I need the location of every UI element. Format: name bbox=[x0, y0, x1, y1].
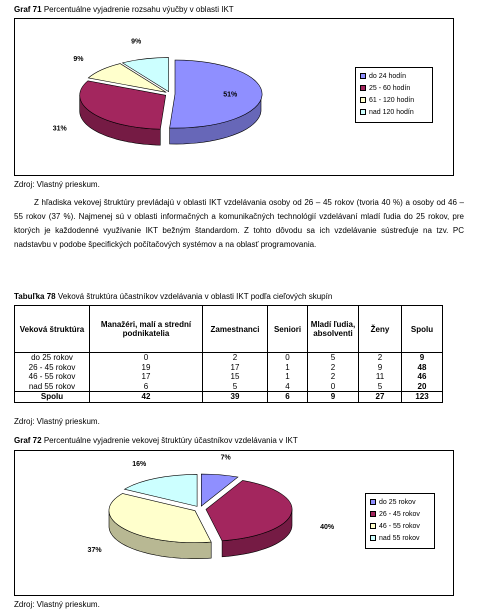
legend-swatch bbox=[360, 73, 366, 79]
table-cell: 5 bbox=[359, 382, 402, 392]
table78-caption bbox=[14, 292, 332, 301]
table-cell: 17 bbox=[90, 372, 203, 382]
body-paragraph bbox=[14, 196, 464, 252]
table-cell: 0 bbox=[268, 353, 308, 363]
table-cell: 19 bbox=[90, 363, 203, 373]
graph71-source: Zdroj: Vlastný prieskum. bbox=[14, 180, 100, 189]
pie-data-label: 51% bbox=[223, 91, 238, 99]
table-cell: 1 bbox=[268, 372, 308, 382]
table-cell: 15 bbox=[203, 372, 268, 382]
graph71-legend-item bbox=[356, 70, 432, 82]
table-cell: 2 bbox=[203, 353, 268, 363]
table-row bbox=[15, 363, 443, 373]
pie-data-label: 16% bbox=[132, 460, 147, 468]
row-label: do 25 rokov bbox=[15, 353, 90, 363]
pie-data-label: 7% bbox=[220, 454, 231, 462]
graph72-source: Zdroj: Vlastný prieskum. bbox=[14, 600, 100, 609]
table-cell: 4 bbox=[268, 382, 308, 392]
table-cell: 20 bbox=[402, 382, 443, 392]
legend-swatch bbox=[360, 97, 366, 103]
legend-swatch bbox=[360, 109, 366, 115]
table-cell: 48 bbox=[402, 363, 443, 373]
table-cell: 11 bbox=[359, 372, 402, 382]
table-cell: 2 bbox=[359, 353, 402, 363]
legend-swatch bbox=[370, 499, 376, 505]
legend-swatch bbox=[370, 511, 376, 517]
graph71-frame bbox=[14, 18, 454, 176]
table-cell: 5 bbox=[308, 353, 359, 363]
graph72-legend-item bbox=[366, 508, 434, 520]
table-row bbox=[15, 353, 443, 363]
table78-label: Tabuľka 78 bbox=[14, 292, 56, 301]
table-cell: 27 bbox=[359, 392, 402, 403]
table-header: Spolu bbox=[402, 306, 443, 353]
graph71-legend-item bbox=[356, 82, 432, 94]
table-header: Zamestnanci bbox=[203, 306, 268, 353]
legend-label: 61 - 120 hodín bbox=[369, 96, 415, 104]
pie-data-label: 9% bbox=[73, 56, 84, 64]
table78 bbox=[14, 305, 443, 403]
pie-data-label: 40% bbox=[320, 523, 335, 531]
graph71-title: Percentuálne vyjadrenie rozsahu výučby v oblasti IKT bbox=[43, 5, 234, 14]
row-label: 26 - 45 rokov bbox=[15, 363, 90, 373]
graph72-legend-item bbox=[366, 496, 434, 508]
legend-swatch bbox=[360, 85, 366, 91]
legend-swatch bbox=[370, 523, 376, 529]
row-label: nad 55 rokov bbox=[15, 382, 90, 392]
legend-label: do 24 hodín bbox=[369, 72, 406, 80]
graph72-title: Percentuálne vyjadrenie vekovej štruktúry účastníkov vzdelávania v IKT bbox=[43, 436, 298, 445]
table-cell: 17 bbox=[203, 363, 268, 373]
legend-swatch bbox=[370, 535, 376, 541]
pie-data-label: 9% bbox=[131, 38, 142, 46]
table-cell: 123 bbox=[402, 392, 443, 403]
table-row bbox=[15, 372, 443, 382]
table-cell: 9 bbox=[359, 363, 402, 373]
table78-title: Veková štruktúra účastníkov vzdelávania v oblasti IKT podľa cieľových skupín bbox=[57, 292, 333, 301]
row-label: 46 - 55 rokov bbox=[15, 372, 90, 382]
table78-source: Zdroj: Vlastný prieskum. bbox=[14, 417, 100, 426]
table-row bbox=[15, 382, 443, 392]
legend-label: 26 - 45 rokov bbox=[379, 510, 420, 518]
table-cell: 0 bbox=[308, 382, 359, 392]
graph71-legend-item bbox=[356, 94, 432, 106]
legend-label: 25 - 60 hodín bbox=[369, 84, 411, 92]
pie-data-label: 37% bbox=[87, 547, 102, 555]
table-cell: 6 bbox=[90, 382, 203, 392]
graph72-label: Graf 72 bbox=[14, 436, 42, 445]
graph72-caption bbox=[14, 436, 298, 445]
paragraph-text: Z hľadiska vekovej štruktúry prevládajú v oblasti IKT vzdelávania osoby od 26 – 45 rokov (tvoria 40 %) a osoby od 46 – 55 rokov (37 %). Najmenej sú v oblasti informačných a komunikačných technológií vzdelávaní mladí ľudia do 25 rokov, pre ktorých je každodenné využívanie IKT bežným štandardom. Z tohto dôvodu sa ich vzdelávanie sústreďuje na tzv. PC nadstavbu v podobe špecifických počítačových systémov a na oblasť programovania. bbox=[14, 198, 464, 249]
graph71-legend-item bbox=[356, 106, 432, 118]
table-cell: 39 bbox=[203, 392, 268, 403]
table-cell: 6 bbox=[268, 392, 308, 403]
table-cell: 2 bbox=[308, 372, 359, 382]
graph72-legend bbox=[365, 493, 435, 549]
graph71-label: Graf 71 bbox=[14, 5, 42, 14]
legend-label: nad 55 rokov bbox=[379, 534, 420, 542]
table-cell: 9 bbox=[402, 353, 443, 363]
graph72-legend-item bbox=[366, 520, 434, 532]
graph72-legend-item bbox=[366, 532, 434, 544]
graph71-legend bbox=[355, 67, 433, 123]
graph72-frame bbox=[14, 450, 454, 596]
table-cell: 46 bbox=[402, 372, 443, 382]
table-cell: 5 bbox=[203, 382, 268, 392]
table-cell: 2 bbox=[308, 363, 359, 373]
row-label: Spolu bbox=[15, 392, 90, 403]
table-cell: 0 bbox=[90, 353, 203, 363]
legend-label: do 25 rokov bbox=[379, 498, 416, 506]
table78-body bbox=[15, 353, 443, 403]
pie-data-label: 31% bbox=[52, 125, 67, 133]
table-header: Seniori bbox=[268, 306, 308, 353]
table78-wrapper bbox=[14, 305, 443, 403]
table-header: Manažéri, malí a strední podnikatelia bbox=[90, 306, 203, 353]
legend-label: nad 120 hodín bbox=[369, 108, 414, 116]
table-cell: 42 bbox=[90, 392, 203, 403]
table-cell: 9 bbox=[308, 392, 359, 403]
graph71-caption bbox=[14, 5, 234, 14]
table-header-row bbox=[15, 306, 443, 353]
table-cell: 1 bbox=[268, 363, 308, 373]
legend-label: 46 - 55 rokov bbox=[379, 522, 420, 530]
table-total-row bbox=[15, 392, 443, 403]
table-header: Mladí ľudia, absolventi bbox=[308, 306, 359, 353]
table-header: Veková štruktúra bbox=[15, 306, 90, 353]
table-header: Ženy bbox=[359, 306, 402, 353]
